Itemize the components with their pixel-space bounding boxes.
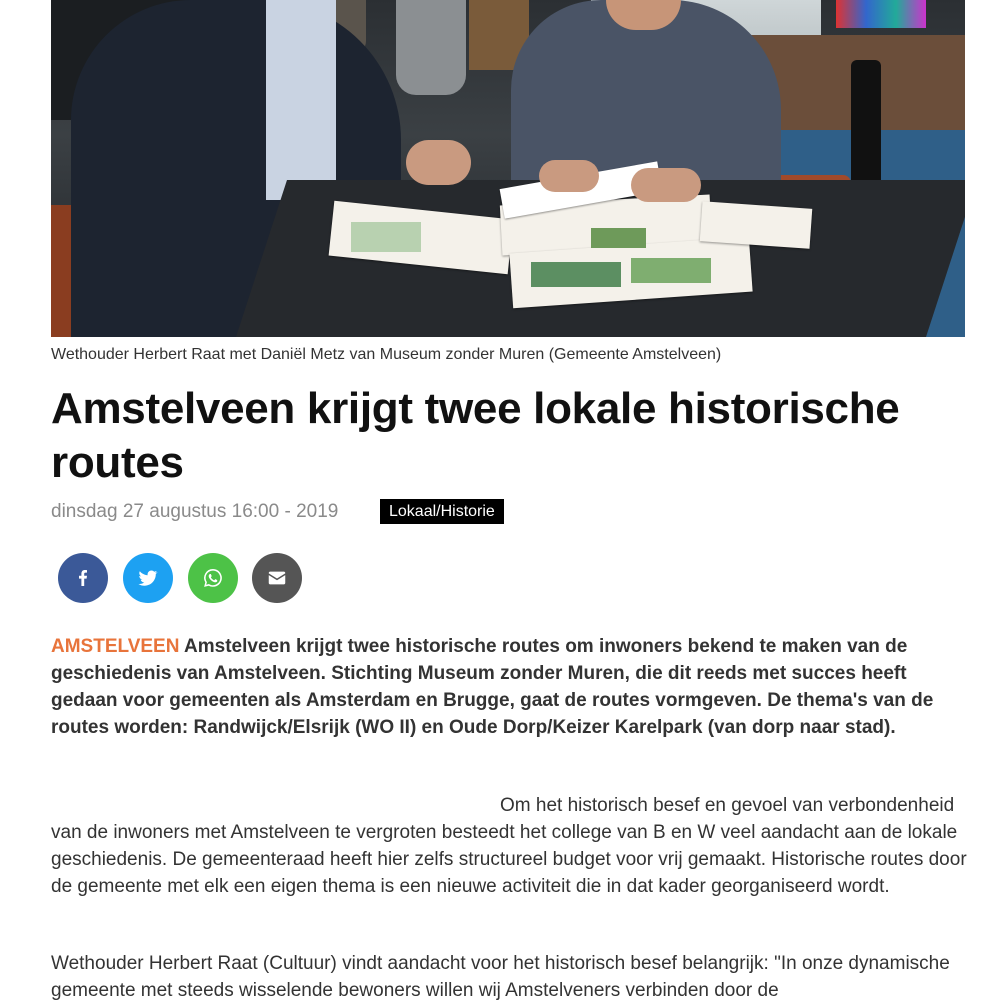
- share-twitter-button[interactable]: [123, 553, 173, 603]
- facebook-icon: [73, 568, 93, 588]
- category-tag[interactable]: Lokaal/Historie: [380, 499, 504, 524]
- article-photo: [51, 0, 965, 337]
- article-lead: [51, 633, 971, 741]
- share-facebook-button[interactable]: [58, 553, 108, 603]
- article-paragraph: Wethouder Herbert Raat (Cultuur) vindt aandacht voor het historisch besef belangrijk: "In onze dynamische gemeente met steeds wisselende bewoners willen wij Amstelveners verbinden door de: [51, 953, 950, 1000]
- article-title: Amstelveen krijgt twee lokale historische routes: [51, 384, 900, 487]
- twitter-icon: [137, 567, 159, 589]
- email-icon: [266, 567, 288, 589]
- lead-text: Amstelveen krijgt twee historische routes om inwoners bekend te maken van de geschiedenis van Amstelveen. Stichting Museum zonder Muren, die dit reeds met succes heeft gedaan voor gemeenten als Amsterdam en Brugge, gaat de routes vormgeven. De thema's van de routes worden: Randwijck/Elsrijk (WO II) en Oude Dorp/Keizer Karelpark (van dorp naar stad).: [51, 636, 934, 738]
- publish-date: dinsdag 27 augustus 16:00 - 2019: [51, 501, 339, 522]
- article-paragraph: Om het historisch besef en gevoel van verbondenheid van de inwoners met Amstelveen te vergroten besteedt het college van B en W veel aandacht aan de lokale geschiedenis. De gemeenteraad heeft hier zelfs structureel budget voor vrij gemaakt. Historische routes door de gemeente met elk een eigen thema is een nieuwe activiteit die in dat kader georganiseerd wordt.: [51, 795, 967, 897]
- whatsapp-icon: [202, 567, 224, 589]
- dateline: AMSTELVEEN: [51, 636, 180, 657]
- share-whatsapp-button[interactable]: [188, 553, 238, 603]
- photo-caption: Wethouder Herbert Raat met Daniël Metz van Museum zonder Muren (Gemeente Amstelveen): [51, 346, 722, 363]
- share-email-button[interactable]: [252, 553, 302, 603]
